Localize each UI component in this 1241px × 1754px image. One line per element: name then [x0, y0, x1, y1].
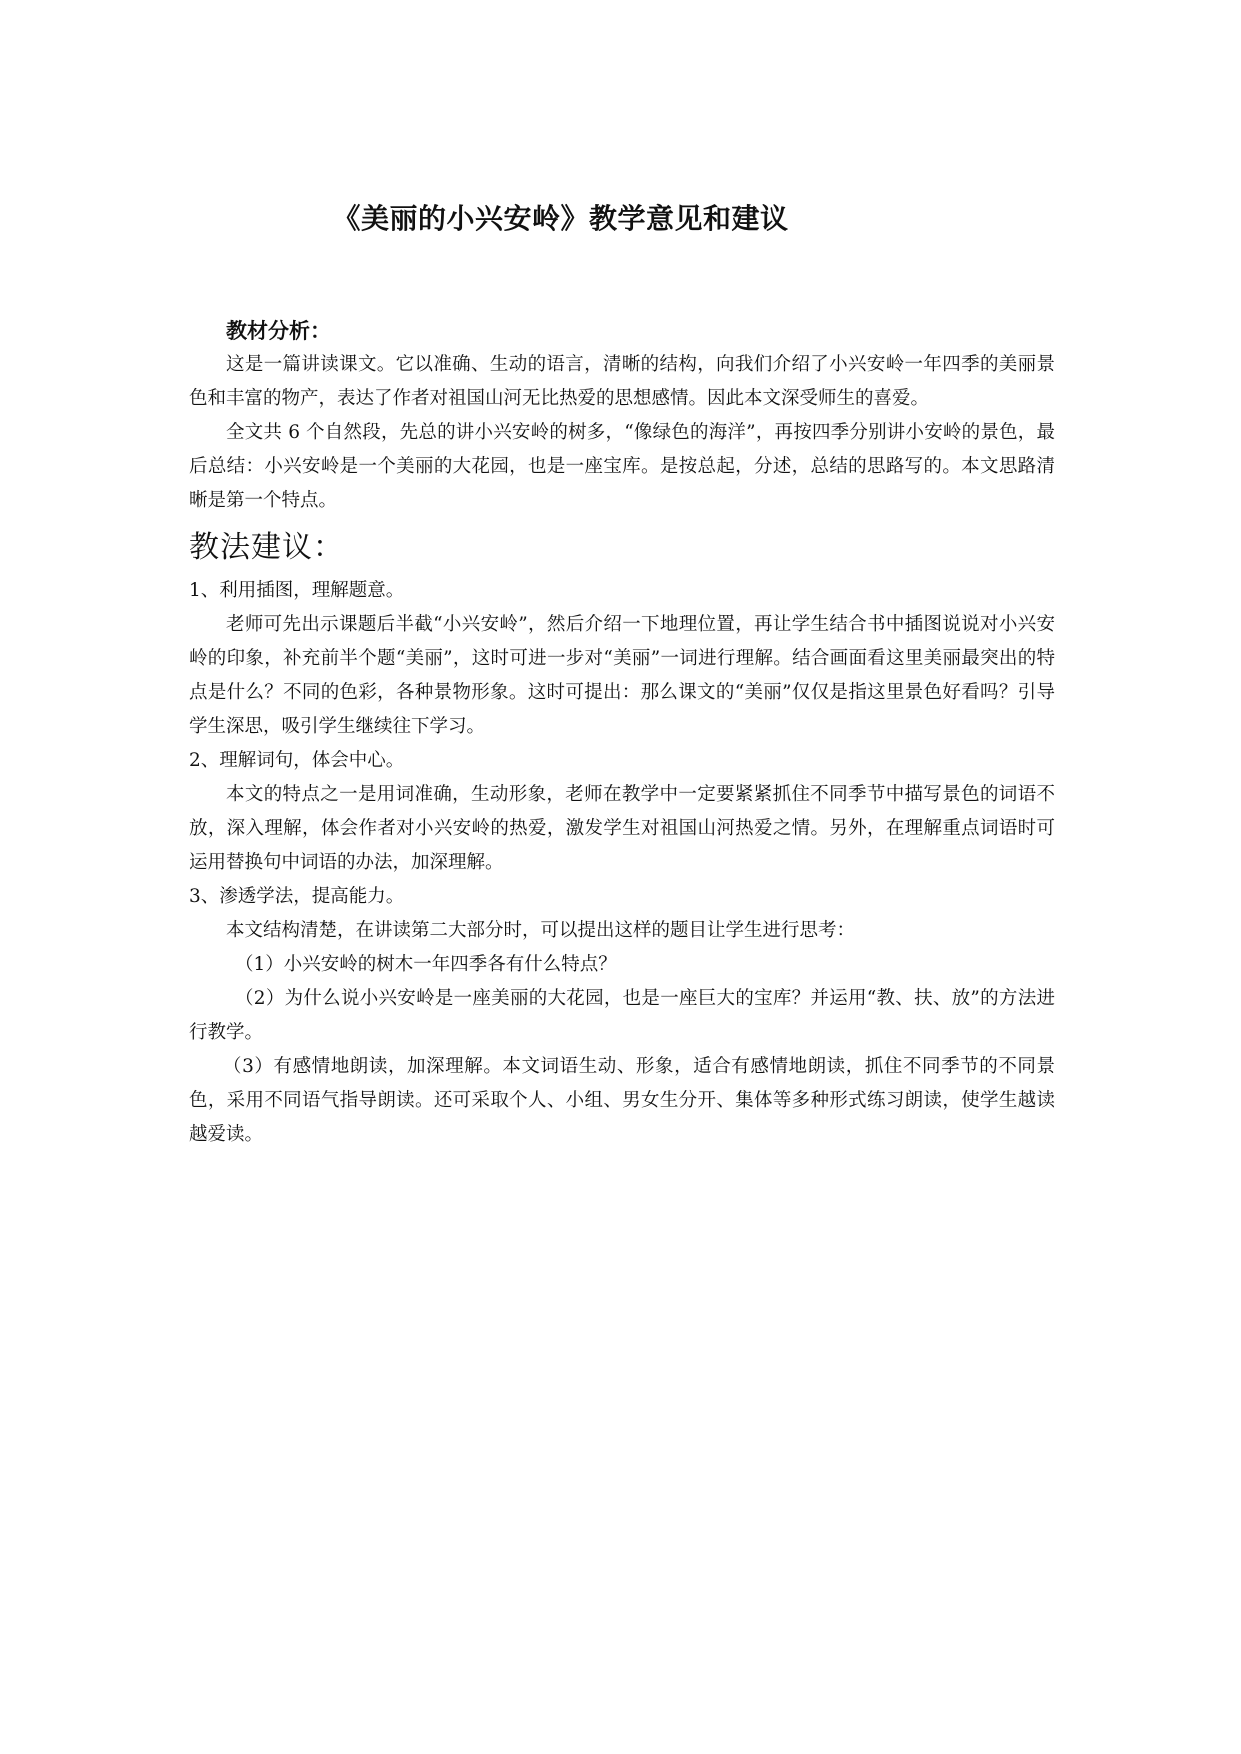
method-item-2-label: 2、理解词句，体会中心。 [189, 750, 405, 771]
method-heading: 教法建议： [189, 530, 344, 565]
method-item-3-body: 本文结构清楚，在讲读第二大部分时，可以提出这样的题目让学生进行思考： [226, 920, 856, 941]
method-item-1-body: 老师可先出示课题后半截“小兴安岭”，然后介绍一下地理位置，再让学生结合书中插图说说对小兴安岭的印象，补充前半个题“美丽”，这时可进一步对“美丽”一词进行理解。结合画面看这里美丽最突出的特点是什么？不同的色彩，各种景物形象。这时可提出：那么课文的“美丽”仅仅是指这里景色好看吗？引导学生深思，吸引学生继续往下学习。 [189, 614, 1055, 737]
document-title: 《美丽的小兴安岭》教学意见和建议 [332, 202, 789, 235]
question-3: （3）有感情地朗读，加深理解。本文词语生动、形象，适合有感情地朗读，抓住不同季节的不同景色，采用不同语气指导朗读。还可采取个人、小组、男女生分开、集体等多种形式练习朗读，使学生越读越爱读。 [189, 1056, 1055, 1145]
question-2: （2）为什么说小兴安岭是一座美丽的大花园，也是一座巨大的宝库？并运用“教、扶、放”的方法进行教学。 [189, 988, 1055, 1043]
method-item-1-label: 1、利用插图，理解题意。 [189, 580, 405, 601]
method-item-2-body: 本文的特点之一是用词准确，生动形象，老师在教学中一定要紧紧抓住不同季节中描写景色的词语不放，深入理解，体会作者对小兴安岭的热爱，激发学生对祖国山河热爱之情。另外，在理解重点词语时可运用替换句中词语的办法，加深理解。 [189, 784, 1055, 873]
analysis-paragraph-1: 这是一篇讲读课文。它以准确、生动的语言，清晰的结构，向我们介绍了小兴安岭一年四季的美丽景色和丰富的物产，表达了作者对祖国山河无比热爱的思想感情。因此本文深受师生的喜爱。 [189, 354, 1055, 409]
analysis-paragraph-2: 全文共 6 个自然段，先总的讲小兴安岭的树多，“像绿色的海洋”，再按四季分别讲小安岭的景色，最后总结：小兴安岭是一个美丽的大花园，也是一座宝库。是按总起，分述，总结的思路写的。本文思路清晰是第一个特点。 [189, 422, 1055, 511]
document-body [189, 314, 1055, 1152]
analysis-heading: 教材分析： [226, 319, 331, 343]
question-1: （1）小兴安岭的树木一年四季各有什么特点？ [235, 954, 617, 975]
method-item-3-label: 3、渗透学法，提高能力。 [189, 886, 405, 907]
